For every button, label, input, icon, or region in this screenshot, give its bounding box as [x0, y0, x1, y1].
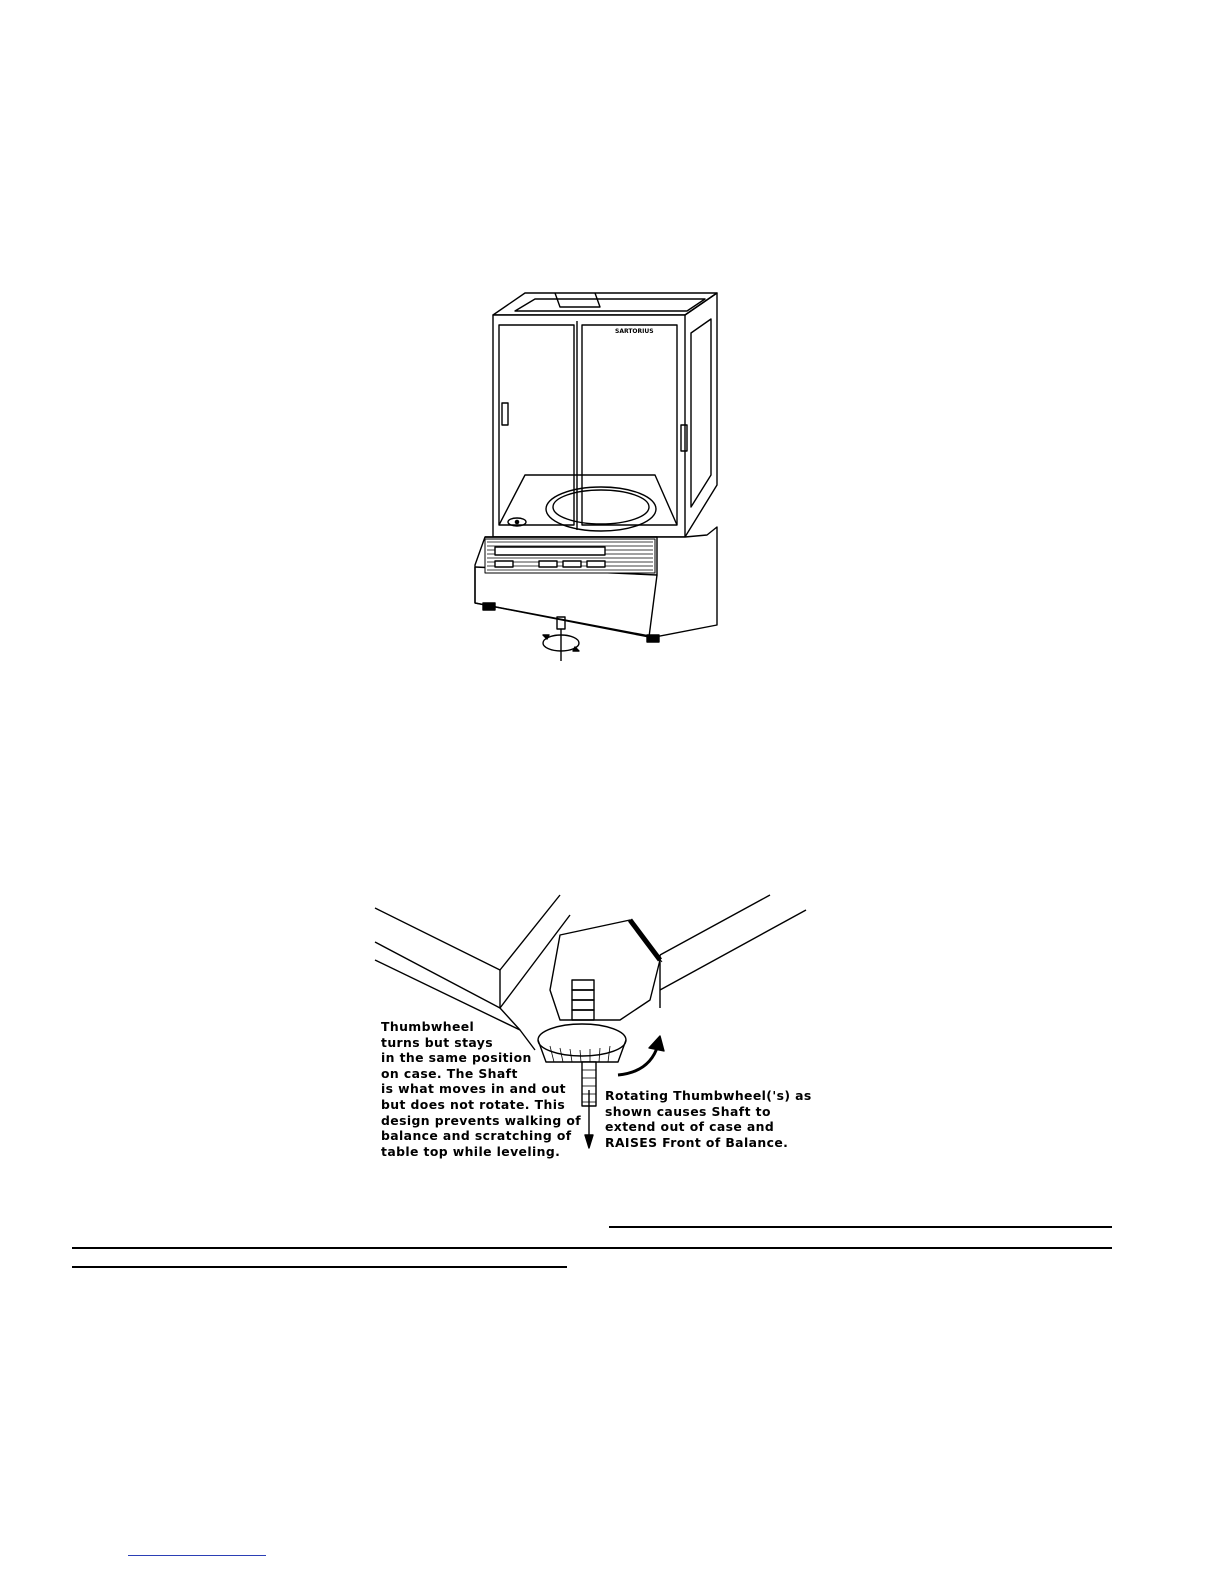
brand-logo: SARTORIUS	[615, 328, 654, 335]
thumbwheel-explanation-caption: Thumbwheel turns but stays in the same position on case. The Shaft is what moves in and out but does not rotate. This design prevents walking of balance and scratching of table top while leveling.	[381, 1019, 582, 1159]
footer-link-underline[interactable]	[128, 1555, 266, 1556]
rotation-instruction-caption: Rotating Thumbwheel('s) as shown causes Shaft to extend out of case and RAISES Front of Balance.	[605, 1088, 812, 1150]
balance-drawing	[455, 285, 735, 665]
horizontal-rule	[609, 1226, 1112, 1228]
balance-illustration	[455, 285, 735, 665]
horizontal-rule	[72, 1266, 567, 1268]
horizontal-rule	[72, 1247, 1112, 1249]
